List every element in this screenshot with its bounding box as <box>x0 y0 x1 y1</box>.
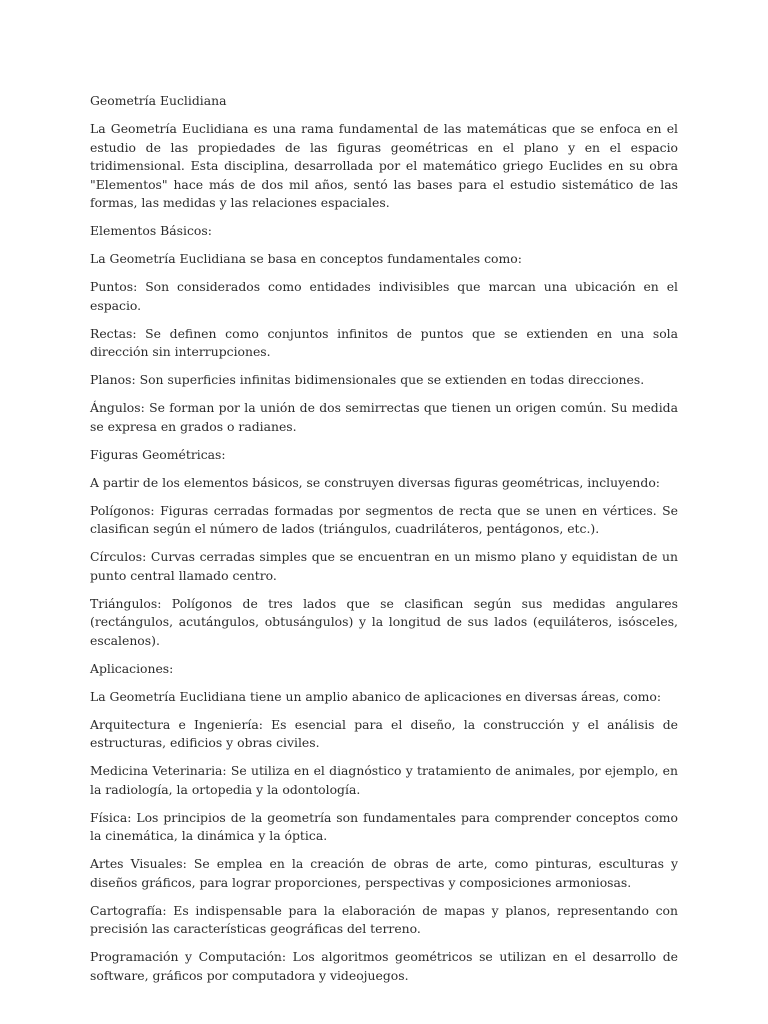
section-lead-elementos: La Geometría Euclidiana se basa en conceptos fundamentales como: <box>90 251 522 266</box>
document-title: Geometría Euclidiana <box>90 93 227 108</box>
section-lead-aplicaciones: La Geometría Euclidiana tiene un amplio abanico de aplicaciones en diversas áreas, como: <box>90 688 662 704</box>
item-artes-visuales: Artes Visuales: Se emplea en la creación de obras de arte, como pinturas, esculturas y diseños gráficos, para lograr proporciones, perspectivas y composiciones armoniosas. <box>90 856 678 890</box>
item-programacion: Programación y Computación: Los algoritmos geométricos se utilizan en el desarrollo de software, gráficos por computadora y videojuegos. <box>90 949 678 983</box>
item-circulos: Círculos: Curvas cerradas simples que se encuentran en un mismo plano y equidistan de un punto central llamado centro. <box>90 549 678 583</box>
item-planos: Planos: Son superficies infinitas bidimensionales que se extienden en todas direcciones. <box>90 372 645 387</box>
item-medicina-veterinaria: Medicina Veterinaria: Se utiliza en el diagnóstico y tratamiento de animales, por ejemplo, en la radiología, la ortopedia y la odontología. <box>90 763 678 797</box>
item-rectas: Rectas: Se definen como conjuntos infinitos de puntos que se extienden en una sola dirección sin interrupciones. <box>90 325 678 359</box>
item-triangulos: Triángulos: Polígonos de tres lados que se clasifican según sus medidas angulares (rectángulos, acutángulos, obtusángulos) y la longitud de sus lados (equiláteros, isósceles, escalenos). <box>90 595 678 648</box>
item-cartografia: Cartografía: Es indispensable para la elaboración de mapas y planos, representando con precisión las características geográficas del terreno. <box>90 902 678 936</box>
item-fisica: Física: Los principios de la geometría son fundamentales para comprender conceptos como la cinemática, la dinámica y la óptica. <box>90 809 678 843</box>
section-heading-figuras: Figuras Geométricas: <box>90 446 226 462</box>
item-angulos: Ángulos: Se forman por la unión de dos semirrectas que tienen un origen común. Su medida se expresa en grados o radianes. <box>90 400 678 434</box>
section-heading-elementos: Elementos Básicos: <box>90 223 212 238</box>
intro-paragraph: La Geometría Euclidiana es una rama fundamental de las matemáticas que se enfoca en el estudio de las propiedades de las figuras geométricas en el plano y en el espacio tridimensional. Esta disciplina, desarrollada por el matemático griego Euclides en su obra "Elementos" hace más de dos mil años, sentó las bases para el estudio sistemático de las formas, las medidas y las relaciones espaciales. <box>90 121 678 210</box>
item-arquitectura: Arquitectura e Ingeniería: Es esencial para el diseño, la construcción y el análisis de estructuras, edificios y obras civiles. <box>90 716 678 750</box>
document-page <box>90 92 678 995</box>
section-heading-aplicaciones: Aplicaciones: <box>90 660 174 676</box>
section-lead-figuras: A partir de los elementos básicos, se construyen diversas figuras geométricas, incluyendo: <box>90 474 660 490</box>
item-poligonos: Polígonos: Figuras cerradas formadas por segmentos de recta que se unen en vértices. Se clasifican según el número de lados (triángulos, cuadriláteros, pentágonos, etc.). <box>90 502 678 536</box>
item-puntos: Puntos: Son considerados como entidades indivisibles que marcan una ubicación en el espacio. <box>90 279 678 313</box>
